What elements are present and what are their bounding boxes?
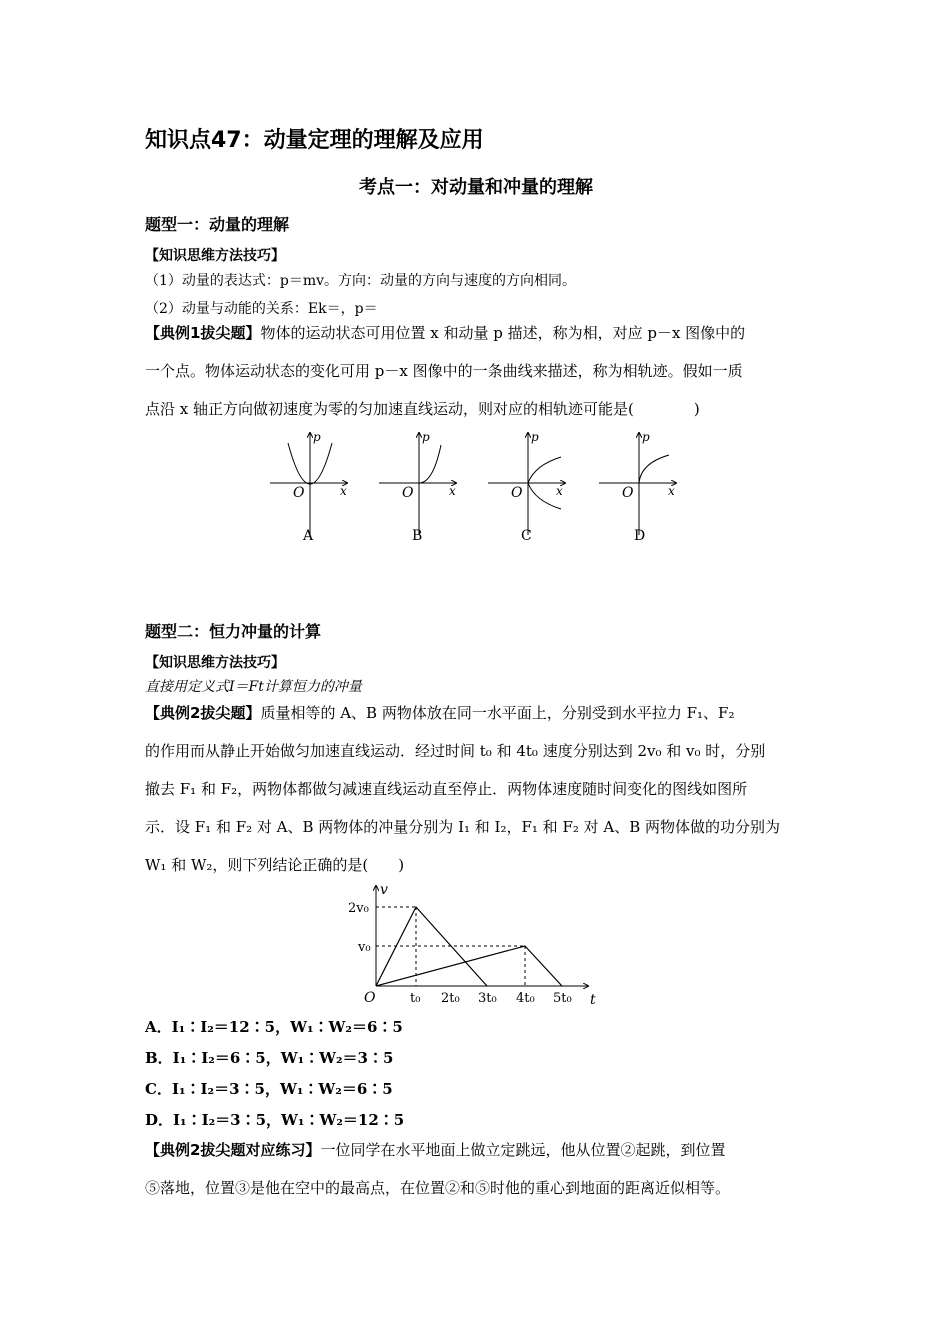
example-2-line-2: 的作用而从静止开始做匀加速直线运动．经过时间 t₀ 和 4t₀ 速度分别达到 2v₀ 和 v₀ 时，分别 — [145, 742, 766, 760]
example-2 — [145, 694, 807, 884]
practice-line-2: ⑤落地，位置③是他在空中的最高点，在位置②和⑤时他的重心到地面的距离近似相等。 — [145, 1179, 731, 1197]
tick-v0: v₀ — [358, 940, 371, 955]
example-1-tag: 【典例1拔尖题】 — [145, 324, 261, 342]
tip-2: （2）动量与动能的关系：Ek＝，p＝ — [145, 301, 378, 317]
graph-b-p-label: p — [422, 430, 430, 444]
tick-5t0: 5t₀ — [553, 991, 572, 1006]
graph-d — [599, 430, 676, 544]
type-one-title: 题型一：动量的理解 — [145, 215, 290, 234]
velocity-time-graph — [340, 880, 610, 1010]
graph-b-x-label: x — [449, 484, 456, 498]
option-b[interactable]: B．I₁∶I₂＝6∶5，W₁∶W₂＝3∶5 — [145, 1049, 394, 1067]
practice-line-1: 一位同学在水平地面上做立定跳远，他从位置②起跳，到位置 — [320, 1141, 726, 1159]
tick-3t0: 3t₀ — [478, 991, 497, 1006]
graph-d-label: D — [634, 528, 646, 544]
example-1-line-3: 点沿 x 轴正方向做初速度为零的匀加速直线运动，则对应的相轨迹可能是( ) — [145, 400, 700, 418]
type-two-title: 题型二：恒力冲量的计算 — [145, 622, 322, 641]
tick-t0: t₀ — [410, 991, 421, 1006]
option-c[interactable]: C．I₁∶I₂＝3∶5，W₁∶W₂＝6∶5 — [145, 1080, 393, 1098]
graph-a-label: A — [303, 528, 314, 544]
graph-d-x-label: x — [668, 484, 675, 498]
graph-a-x-label: x — [340, 484, 347, 498]
tick-2t0: 2t₀ — [441, 991, 460, 1006]
vt-origin: O — [364, 990, 376, 1006]
graph-c-label: C — [521, 528, 532, 544]
graph-c-origin: O — [511, 485, 523, 501]
tip-3: 直接用定义式I＝Ft计算恒力的冲量 — [145, 679, 362, 695]
graph-d-origin: O — [622, 485, 634, 501]
example-2-line-4: 示．设 F₁ 和 F₂ 对 A、B 两物体的冲量分别为 I₁ 和 I₂，F₁ 和 F₂ 对 A、B 两物体做的功分别为 — [145, 818, 781, 836]
tick-2v0: 2v₀ — [348, 901, 369, 916]
practice-tag: 【典例2拔尖题对应练习】 — [145, 1141, 321, 1159]
graph-b — [379, 430, 456, 544]
option-d[interactable]: D．I₁∶I₂＝3∶5，W₁∶W₂＝12∶5 — [145, 1111, 405, 1129]
tick-4t0: 4t₀ — [516, 991, 535, 1006]
tip-1: （1）动量的表达式：p＝mv。方向：动量的方向与速度的方向相同。 — [145, 273, 577, 289]
graph-b-label: B — [412, 528, 423, 544]
example-2-tag: 【典例2拔尖题】 — [145, 704, 261, 722]
phase-graphs — [255, 425, 695, 550]
page-title: 知识点47：动量定理的理解及应用 — [145, 128, 484, 153]
graph-c-p-label: p — [531, 430, 539, 444]
graph-a-origin: O — [293, 485, 305, 501]
section-heading: 考点一：对动量和冲量的理解 — [359, 177, 593, 198]
example-2-line-5: W₁ 和 W₂，则下列结论正确的是( ) — [145, 856, 405, 874]
example-2-line-1: 质量相等的 A、B 两物体放在同一水平面上，分别受到水平拉力 F₁、F₂ — [260, 704, 735, 722]
option-a[interactable]: A．I₁∶I₂＝12∶5，W₁∶W₂＝6∶5 — [145, 1018, 403, 1036]
example-2-line-3: 撤去 F₁ 和 F₂，两物体都做匀减速直线运动直至停止．两物体速度随时间变化的图线如图所 — [145, 780, 748, 798]
method-tag-1: 【知识思维方法技巧】 — [145, 248, 285, 264]
v-axis-label: v — [380, 882, 388, 898]
graph-d-p-label: p — [642, 430, 650, 444]
graph-a — [270, 430, 347, 544]
graph-b-origin: O — [402, 485, 414, 501]
graph-c — [488, 430, 565, 544]
t-axis-label: t — [590, 992, 596, 1008]
example-1-line-1: 物体的运动状态可用位置 x 和动量 p 描述，称为相，对应 p－x 图像中的 — [260, 324, 746, 342]
graph-c-x-label: x — [556, 484, 563, 498]
practice — [145, 1131, 807, 1207]
graph-a-p-label: p — [313, 430, 321, 444]
method-tag-2: 【知识思维方法技巧】 — [145, 655, 285, 671]
example-1 — [145, 314, 807, 428]
example-1-line-2: 一个点。物体运动状态的变化可用 p－x 图像中的一条曲线来描述，称为相轨迹。假如一质 — [145, 362, 743, 380]
